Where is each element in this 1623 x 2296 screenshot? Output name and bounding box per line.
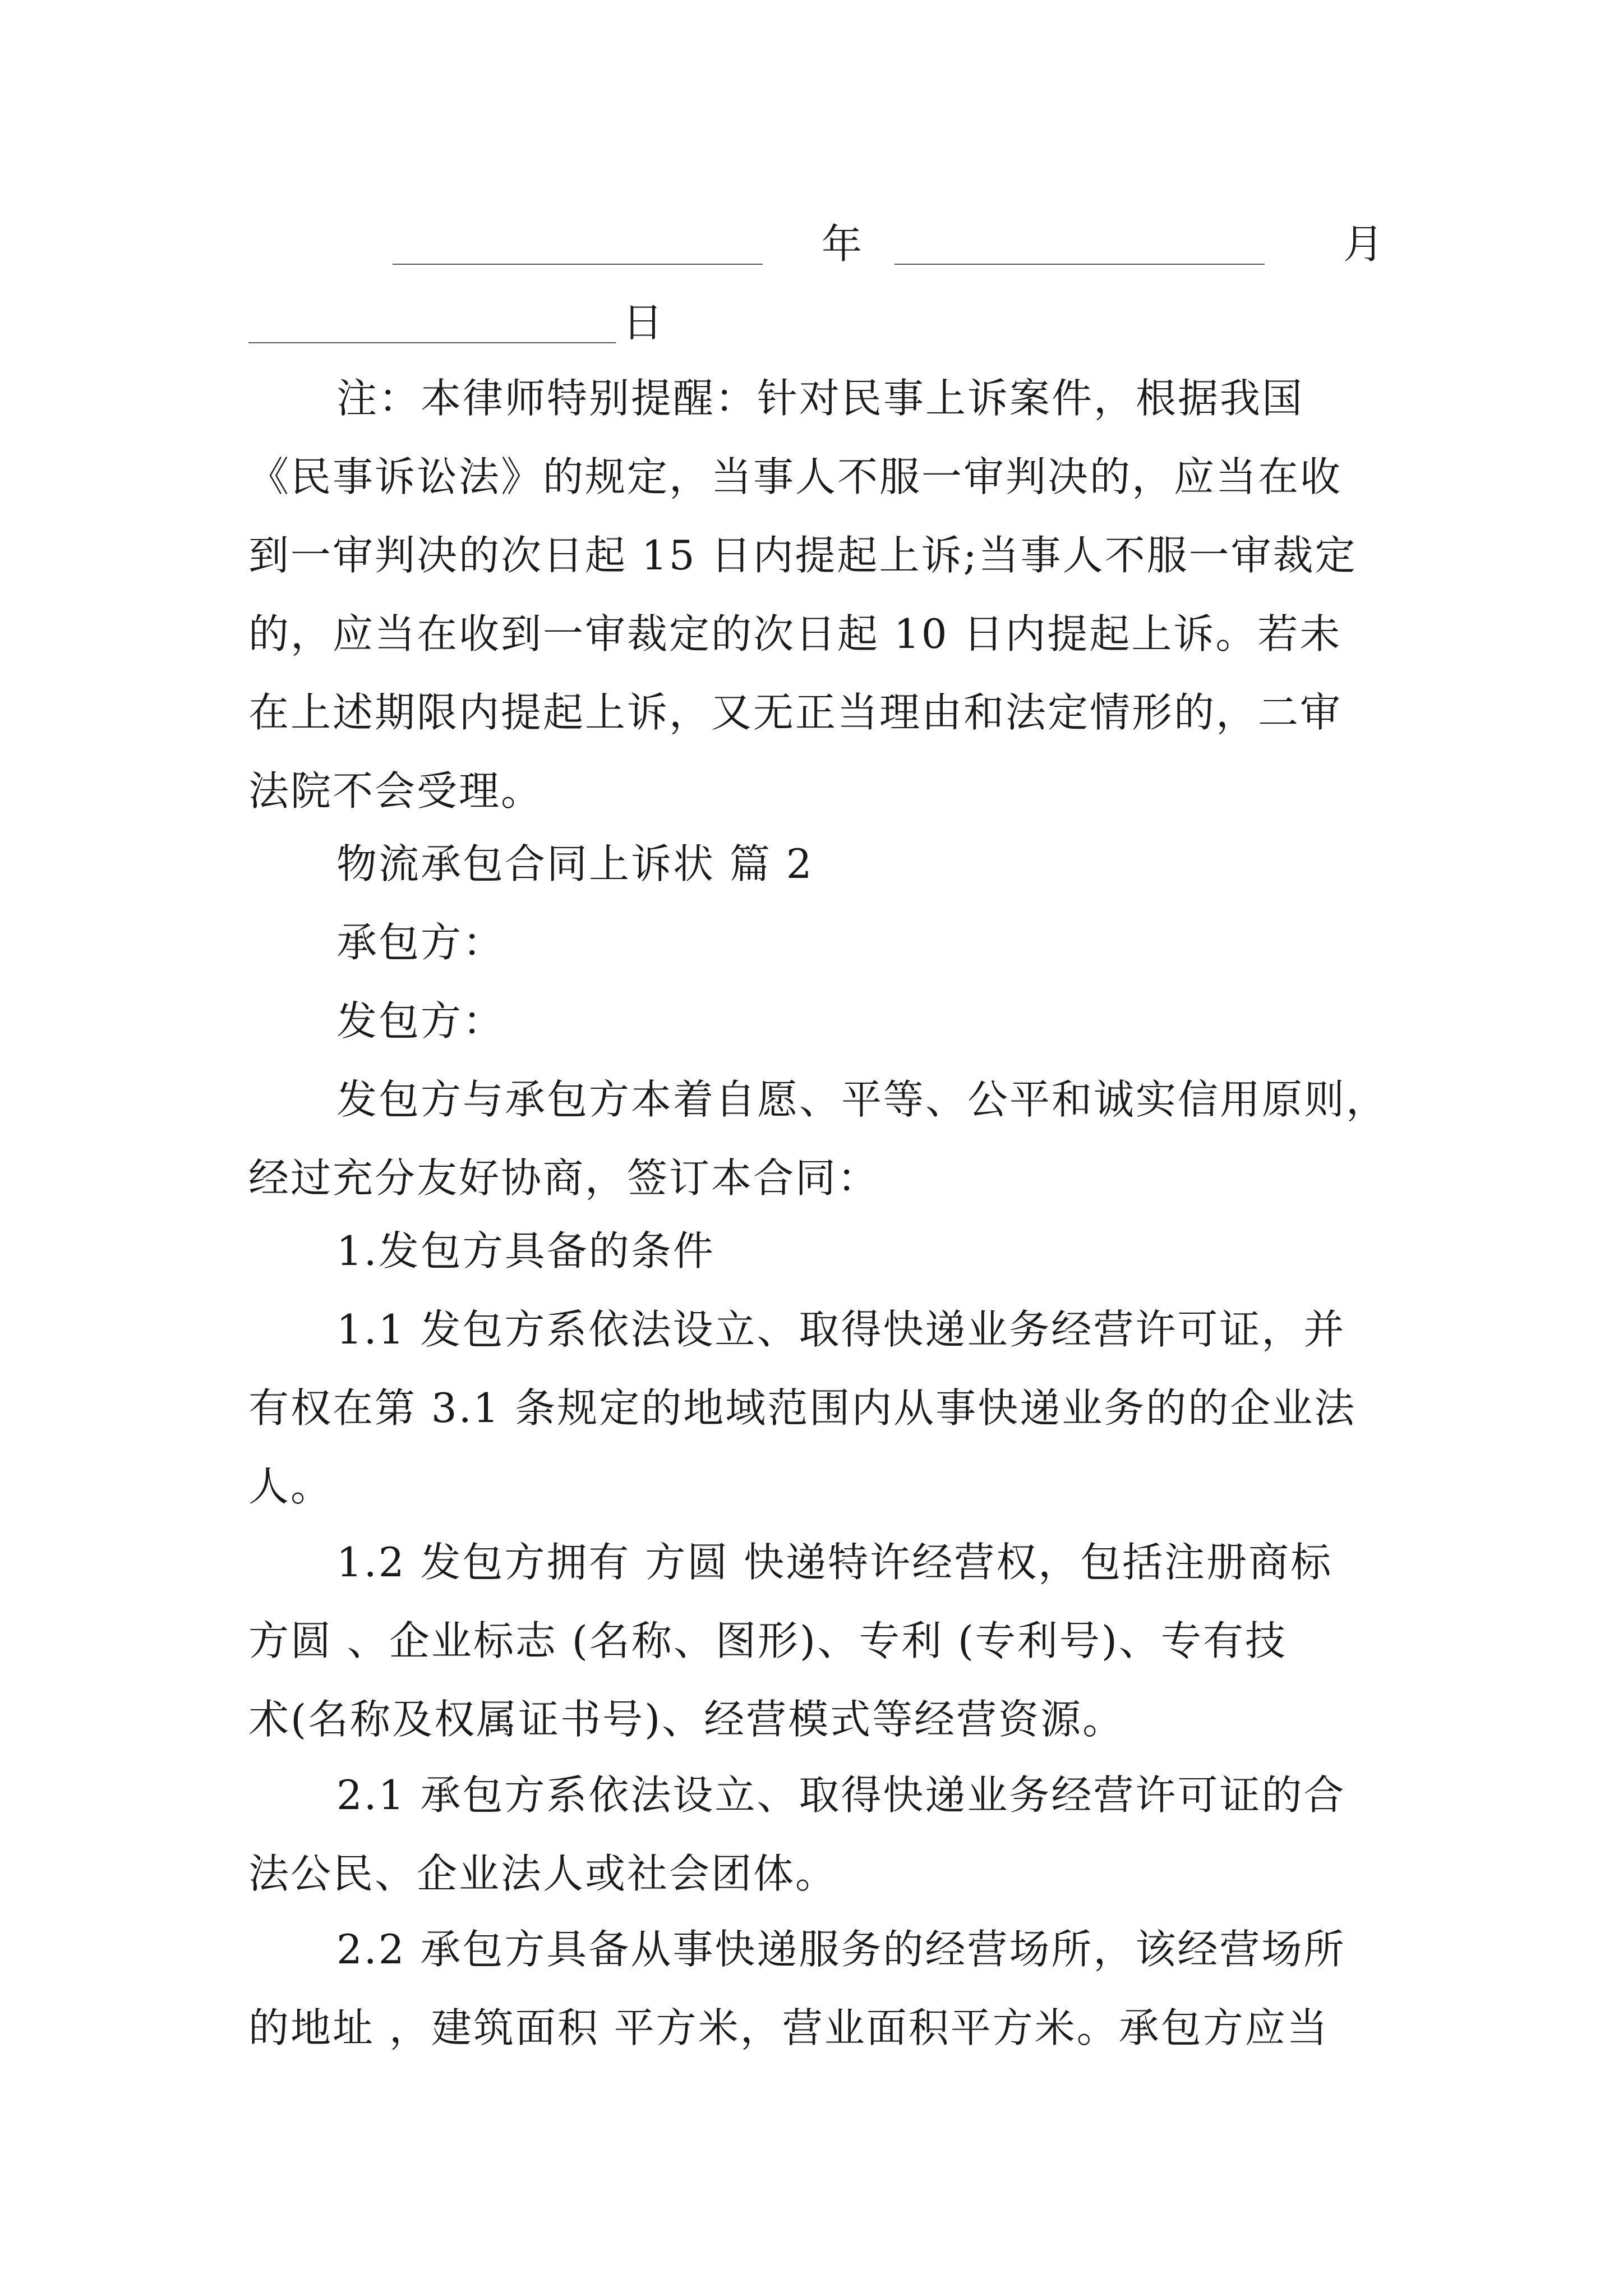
employer-label: 发包方： <box>336 997 505 1045</box>
note-line-3: 到一审判决的次日起 15 日内提起上诉;当事人不服一审裁定 <box>248 532 1357 579</box>
clause-1-2-line-2: 方圆 、企业标志 (名称、图形)、专利 (专利号)、专有技 <box>248 1617 1288 1664</box>
intro-line-2: 经过充分友好协商，签订本合同： <box>248 1154 880 1202</box>
clause-1-2-line-3: 术(名称及权属证书号)、经营模式等经营资源。 <box>248 1696 1125 1743</box>
day-blank <box>248 341 616 343</box>
year-blank <box>393 263 763 265</box>
clause-1-heading: 1.发包方具备的条件 <box>336 1227 715 1274</box>
section-title: 物流承包合同上诉状 篇 2 <box>336 840 814 887</box>
month-label: 月 <box>1343 220 1384 268</box>
clause-2-1-line-1: 2.1 承包方系依法设立、取得快递业务经营许可证的合 <box>336 1772 1346 1819</box>
intro-line-1: 发包方与承包方本着自愿、平等、公平和诚实信用原则， <box>336 1076 1389 1123</box>
year-label: 年 <box>822 220 863 268</box>
note-line-4: 的，应当在收到一审裁定的次日起 10 日内提起上诉。若未 <box>248 610 1342 657</box>
clause-1-1-line-3: 人。 <box>248 1463 333 1510</box>
day-label: 日 <box>623 299 663 346</box>
note-line-1: 注：本律师特别提醒：针对民事上诉案件，根据我国 <box>336 375 1304 422</box>
contractor-label: 承包方： <box>336 919 505 966</box>
clause-2-2-line-2: 的地址 ，建筑面积 平方米，营业面积平方米。承包方应当 <box>248 2004 1329 2051</box>
clause-1-1-line-2: 有权在第 3.1 条规定的地域范围内从事快递业务的的企业法 <box>248 1384 1357 1432</box>
month-blank <box>895 263 1265 265</box>
note-line-5: 在上述期限内提起上诉，又无正当理由和法定情形的，二审 <box>248 689 1343 736</box>
clause-2-2-line-1: 2.2 承包方具备从事快递服务的经营场所，该经营场所 <box>336 1926 1346 1973</box>
clause-1-2-line-1: 1.2 发包方拥有 方圆 快递特许经营权，包括注册商标 <box>336 1539 1333 1586</box>
note-line-6: 法院不会受理。 <box>248 767 543 815</box>
clause-1-1-line-1: 1.1 发包方系依法设立、取得快递业务经营许可证，并 <box>336 1306 1346 1353</box>
note-line-2: 《民事诉讼法》的规定，当事人不服一审判决的，应当在收 <box>248 453 1343 500</box>
clause-2-1-line-2: 法公民、企业法人或社会团体。 <box>248 1850 838 1897</box>
